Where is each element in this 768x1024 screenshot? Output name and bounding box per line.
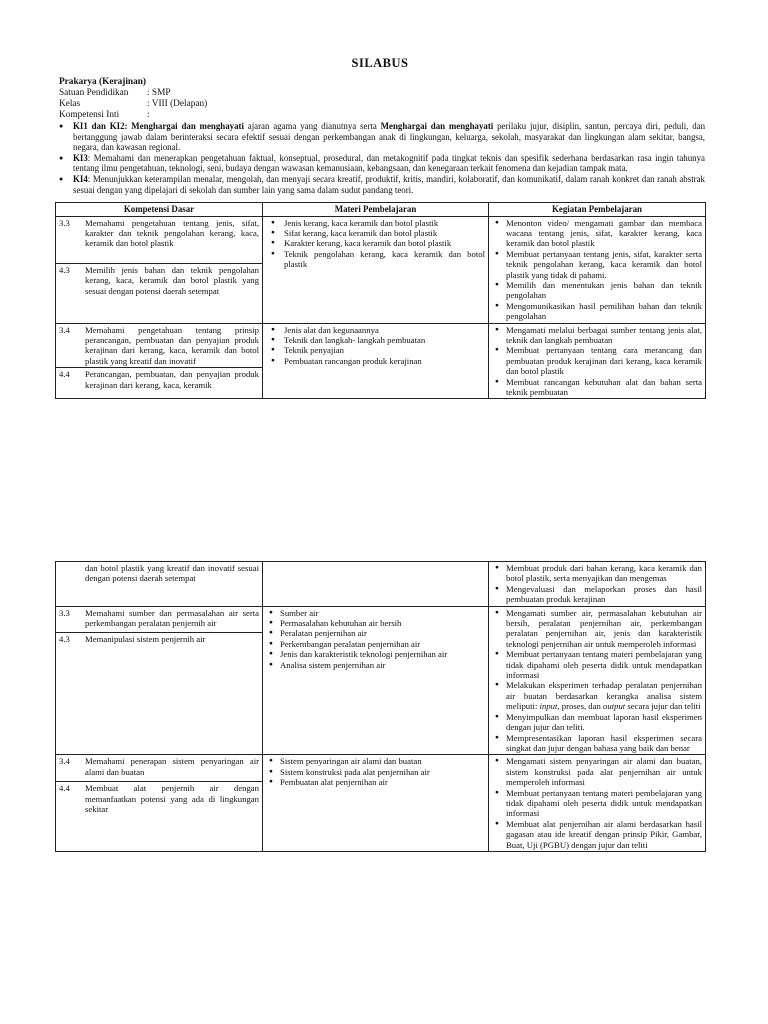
table-header-row [56,203,706,216]
list-item: ● Teknik pengolahan kerang, kaca keramik dan botol plastik [266,249,485,270]
materi-cell [263,216,489,323]
list-item: ● Membuat rancangan kebutuhan alat dan bahan serta teknik pembuatan [492,377,702,398]
list-item: ● Menonton video/ mengamati gambar dan membaca wacana tentang jenis, sifat, karakter kerang, kaca keramik dan botol plastik [492,218,702,249]
materi-cell [263,606,489,755]
list-item: ● Teknik penyajian [266,345,485,355]
list-item: ● Perkembangan peralatan penjernihan air [266,639,485,649]
kd-item: 4.3 Memanipulasi sistem penjernih air [59,634,206,645]
list-item: ● Analisa sistem penjernihan air [266,660,485,670]
list-item: ● Jenis dan karakteristik teknologi penjernihan air [266,649,485,659]
list-item: ● Membuat pertanyaan tentang cara merancang dan pembuatan produk kerajinan dari kerang, kaca keramik dan botol plastik [492,345,702,376]
list-item: ● Jenis kerang, kaca keramik dan botol plastik [266,218,485,228]
list-item: ● Mengamati melalui berbagai sumber tentang jenis alat, teknik dan langkah pembuatan [492,325,702,346]
list-item: ● Membuat pertanyaan tentang jenis, sifat, karakter serta teknik pengolahan kerang, kaca keramik dan botol plastik yang tidak di pahami. [492,249,702,280]
list-item: ● Membuat produk dari bahan kerang, kaca keramik dan botol plastik, serta menyajikan dan mengemas [492,563,702,584]
kd-item: 3.4 Memahami penerapan sistem penyaringan air alami dan buatan [56,755,262,782]
list-item: ● Sistem penyaringan air alami dan buatan [266,756,485,766]
list-item: ● Teknik dan langkah- langkah pembuatan [266,335,485,345]
list-item: ● Mengamati sumber air, permasalahan kebutuhan air bersih, peralatan penjernihan air, perkembangan peralatan penjernihan air, jenis dan karakteristik teknologi penjernihan air untuk memperoleh informasi [492,608,702,650]
list-item: ● Memilih dan menentukan jenis bahan dan teknik pengolahan [492,280,702,301]
materi-cell [263,562,489,607]
meta-row: Satuan Pendidikan : SMP [59,88,171,98]
page-2 [55,561,705,852]
column-header: Kompetensi Dasar [56,203,263,216]
list-item: ● Sifat kerang, kaca keramik dan botol plastik [266,228,485,238]
kd-item: 3.3 Memahami pengetahuan tentang jenis, sifat, karakter dan teknik pengolahan kerang, kaca, keramik dan botol plastik [56,217,262,264]
ki-item: ● KI1 dan KI2: Menghargai dan menghayati ajaran agama yang dianutnya serta Menghargai dan menghayati perilaku jujur, disiplin, santun, percaya diri, peduli, dan bertanggung jawab dalam berinteraksi secara efektif sesuai dengan perkembangan anak di lingkungan, keluarga, sekolah, masyarakat dan lingkungan alam sekitar, bangsa, negara, dan kawasan regional. [55,121,705,153]
ki-item: ● KI3: Memahami dan menerapkan pengetahuan faktual, konseptual, prosedural, dan metakognitif pada tingkat teknis dan spesifik sederhana berdasarkan rasa ingin tahunya tentang ilmu pengetahuan, teknologi, seni, budaya dengan wawasan kemanusiaan, kebangsaan, dan kenegaraan terkait fenomena dan kejadian tampak mata. [55,153,705,174]
page-1 [55,56,705,399]
kegiatan-cell [489,755,706,852]
materi-cell [263,323,489,399]
list-item: ● Menyimpulkan dan membuat laporan hasil eksperimen dengan jujur dan teliti. [492,712,702,733]
materi-list [266,218,485,270]
table-row [56,562,706,607]
list-item: ● Peralatan penjernihan air [266,628,485,638]
table-row [56,606,706,755]
materi-list [266,756,485,787]
kd-cell [56,755,263,852]
list-item: ● Membuat pertanyaan tentang materi pembelajaran yang tidak dipahami oleh peserta didik untuk mendapatkan informasi [492,788,702,819]
kd-cell [56,606,263,755]
list-item: ● Membuat alat penjernihan air alami berdasarkan hasil gagasan atau ide kreatif dengan prinsip Pikir, Gambar, Buat, Uji (PGBU) dengan jujur dan teliti [492,819,702,850]
kd-cell [56,562,263,607]
table-row [56,216,706,323]
list-item: ● Mengomunikasikan hasil pemilihan bahan dan teknik pengolahan [492,301,702,322]
kompetensi-inti-list [55,121,705,195]
list-item: ● Mengamati sistem penyaringan air alami dan buatan, sistem konstruksi pada alat penjernihan air untuk memperoleh informasi [492,756,702,787]
document-meta [59,77,705,121]
column-header: Kegiatan Pembelajaran [489,203,706,216]
kegiatan-list [492,608,702,754]
materi-list [266,325,485,367]
kegiatan-list [492,563,702,605]
list-item: ● Karakter kerang, kaca keramik dan botol plastik [266,238,485,248]
kd-item: dan botol plastik yang kreatif dan inovatif sesuai dengan potensi daerah setempat [85,563,259,584]
kegiatan-cell [489,606,706,755]
ki-item: ● KI4: Menunjukkan keterampilan menalar, mengolah, dan menyaji secara kreatif, produktif, kritis, mandiri, kolaboratif, dan komunikatif, dalam ranah konkret dan ranah abstrak sesuai dengan yang dipelajari di sekolah dan sumber lain yang sama dalam sudut pandang teori. [55,174,705,195]
page-title: SILABUS [351,56,409,70]
meta-row: Kelas : VIII (Delapan) [59,99,208,109]
kd-item: 3.4 Memahami pengetahuan tentang prinsip perancangan, pembuatan dan penyajian produk kerajinan dari kerang, kaca, keramik dan botol plastik yang kreatif dan inovatif [56,324,262,369]
list-item: ● Mempresentasikan laporan hasil eksperimen secara singkat dan jujur dengan bahasa yang baik dan benar [492,733,702,754]
kegiatan-cell [489,562,706,607]
kegiatan-list [492,218,702,322]
list-item: ● Sistem konstruksi pada alat penjernihan air [266,767,485,777]
list-item: ● Mengevaluasi dan melaporkan proses dan hasil pembuatan produk kerajinan [492,584,702,605]
kd-item: 3.3 Memahami sumber dan permasalahan air serta perkembangan peralatan penjernih air [56,607,262,634]
column-header: Materi Pembelajaran [263,203,489,216]
kd-item: 4.4 Membuat alat penjernih air dengan memanfaatkan potensi yang ada di lingkungan sekitar [59,783,259,814]
kegiatan-list [492,325,702,398]
table-row [56,323,706,399]
kegiatan-list [492,756,702,850]
silabus-table-page-1 [55,202,706,399]
kd-cell [56,323,263,399]
list-item: ● Melakukan eksperimen terhadap peralatan penjernihan air buatan berdasarkan kerangka analisa sistem meliputi: input, proses, dan output secara jujur dan teliti [492,680,702,711]
list-item: ● Permasalahan kebutuhan air bersih [266,618,485,628]
subject: Prakarya (Kerajinan) [59,77,147,87]
kd-cell [56,216,263,323]
silabus-table-page-2 [55,561,706,852]
kegiatan-cell [489,323,706,399]
table-row [56,755,706,852]
list-item: ● Pembuatan rancangan produk kerajinan [266,356,485,366]
materi-list [266,608,485,670]
list-item: ● Pembuatan alat penjernihan air [266,777,485,787]
list-item: ● Jenis alat dan kegunaannya [266,325,485,335]
kd-item: 4.4 Perancangan, pembuatan, dan penyajian produk kerajinan dari kerang, kaca, keramik [59,369,259,390]
meta-row: Kompetensi Inti : [59,110,150,120]
kd-item: 4.3 Memilih jenis bahan dan teknik pengolahan kerang, kaca, keramik dan botol plastik yang sesuai dengan potensi daerah setempat [59,264,259,296]
kegiatan-cell [489,216,706,323]
list-item: ● Sumber air [266,608,485,618]
list-item: ● Membuat pertanyaan tentang materi pembelajaran yang tidak dipahami oleh peserta didik untuk mendapatkan informasi [492,649,702,680]
materi-cell [263,755,489,852]
